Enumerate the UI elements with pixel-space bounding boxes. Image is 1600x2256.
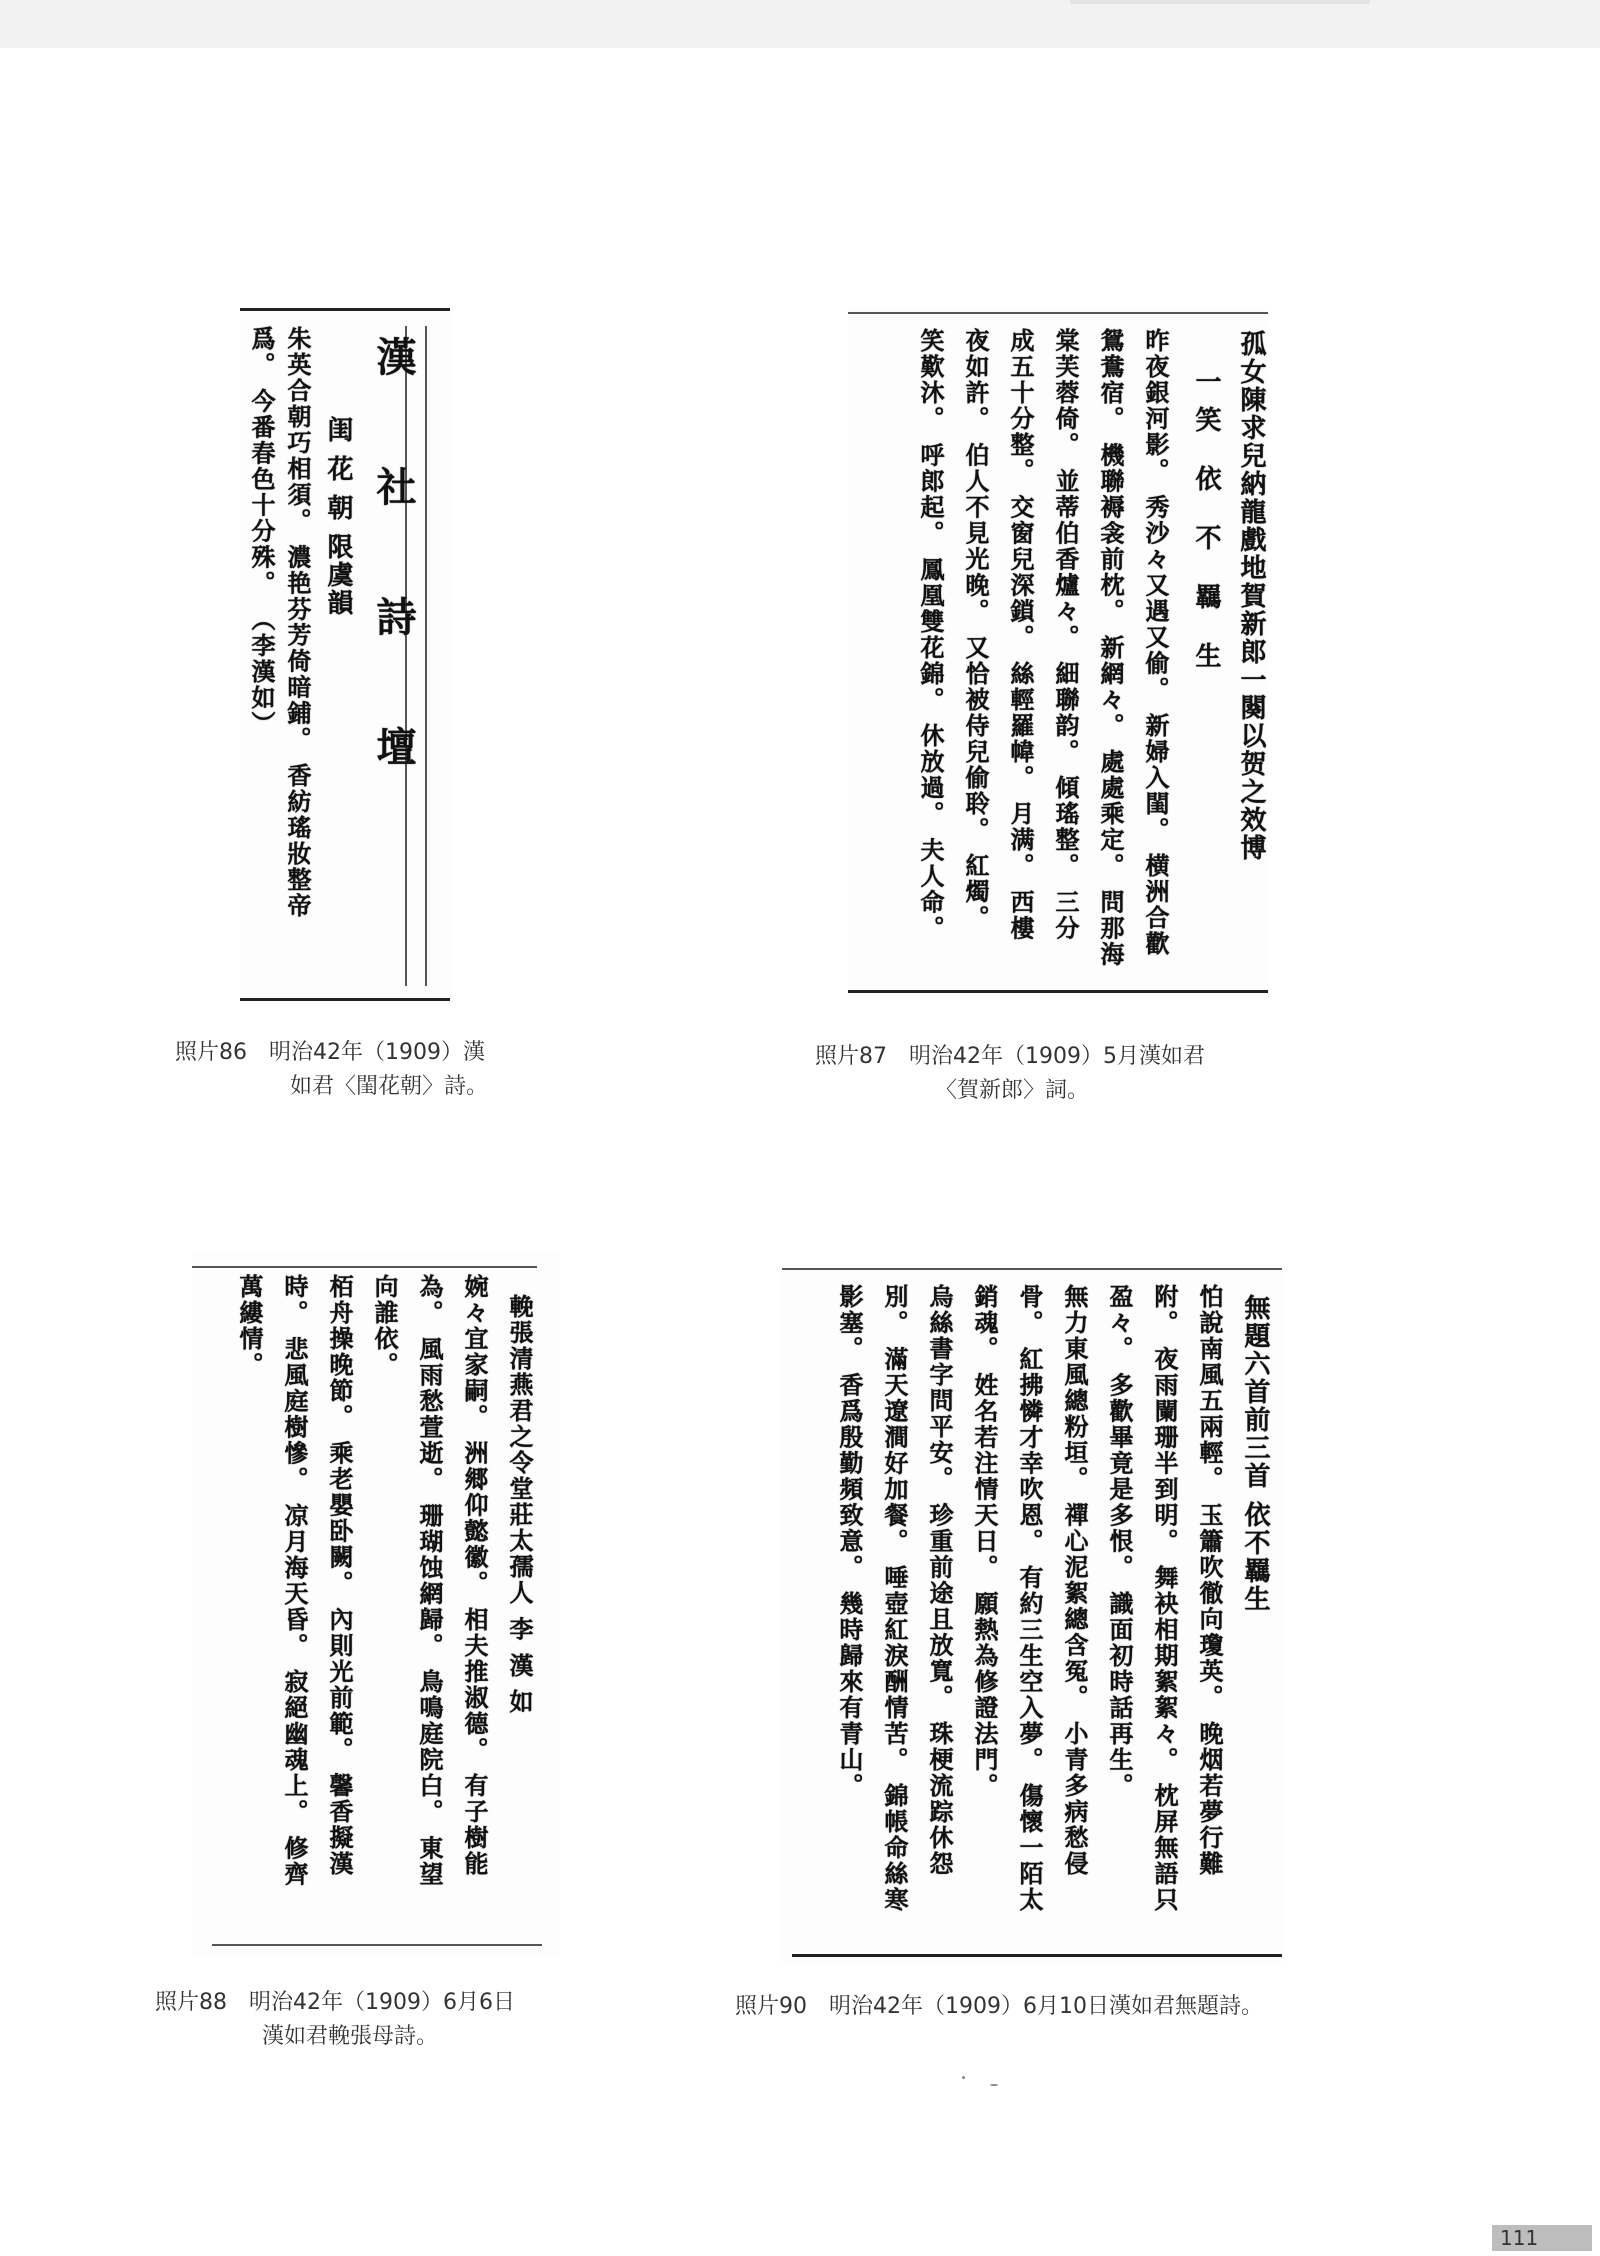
- poem-line: 孤女陳求兒納龍戲地賀新郎一闋以贺之效博: [1236, 330, 1266, 862]
- poem-title: 輓張清燕君之令堂莊太孺人 李 漢 如: [505, 1294, 534, 1716]
- caption-photo88: 照片88 明治42年（1909）6月6日: [155, 1990, 515, 2015]
- poem-line: 影塞。 香爲殷勤頻致意。 幾時歸來有青山。: [835, 1284, 864, 1799]
- poem-line: 烏絲書字問平安。 珍重前途且放寬。 珠梗流踪休怨: [925, 1284, 954, 1877]
- poem-line: 栢舟操晚節。 乘老嬰卧闕。 內則光前範。 馨香擬漢: [325, 1274, 354, 1878]
- poem-line: 笑歎沐。 呼郎起。 鳳凰雙花錦。 休放過。 夫人命。: [916, 328, 945, 942]
- poem-line: 別。 滿天遼澗好加餐。 唾壺紅淚酬情苦。 錦帳命絲寒: [880, 1284, 909, 1914]
- poem-title: 無題六首前三首 依不羈生: [1240, 1294, 1270, 1614]
- poem-line: 萬縷情。: [235, 1274, 264, 1378]
- page-number: 111: [1492, 2225, 1592, 2251]
- caption-photo86-line2: 如君〈閨花朝〉詩。: [290, 1074, 489, 1099]
- newspaper-clipping-86: [240, 306, 450, 1006]
- poem-title: 闺 花 朝 限虞韻: [323, 416, 353, 618]
- poem-line: 為。 風雨愁萱逝。 珊瑚蚀網歸。 鳥鳴庭院白。 東望: [415, 1274, 444, 1888]
- poem-line: 昨夜銀河影。 秀沙々又遇又偷。 新婦入閨。 横洲合歡: [1141, 328, 1170, 958]
- poem-line: 銷魂。 姓名若注情天日。 願熱為修證法門。: [970, 1284, 999, 1799]
- poem-line: 爲。 今番春色十分殊。 （李漢如）: [247, 326, 276, 737]
- caption-photo86: 照片86 明治42年（1909）漢: [175, 1040, 485, 1065]
- caption-photo88-line2: 漢如君輓張母詩。: [262, 2024, 439, 2049]
- poem-line: 骨。 紅拂憐才幸吹恩。 有約三生空入夢。 傷懷一陌太: [1015, 1284, 1044, 1914]
- poem-line: 朱英合朝巧相須。 濃艳芬芳倚暗鋪。 香紡瑤妝整帝: [283, 326, 312, 919]
- scan-speck: [990, 2084, 998, 2086]
- scan-top-artifact: [1070, 0, 1370, 4]
- clipping-text: [192, 1254, 560, 1954]
- poem-line: 盈々。 多歡畢竟是多恨。 識面初時話再生。: [1105, 1284, 1134, 1799]
- poem-line: 無力東風總粉垣。 禪心泥絮總含冤。 小青多病愁侵: [1060, 1284, 1089, 1877]
- scan-speck: [962, 2076, 965, 2079]
- newspaper-clipping-88: [192, 1254, 560, 1954]
- poem-line: 附。 夜雨闌珊半到明。 舞袂相期絮絮々。 枕屏無語只: [1150, 1284, 1179, 1914]
- caption-photo87-line2: 〈賀新郎〉詞。: [935, 1078, 1090, 1103]
- poem-author: 一笑 依 不 羈 生: [1191, 368, 1221, 681]
- poem-line: 鴛鴦宿。 機聯褥衾前枕。 新網々。 處處乘定。 問那海: [1096, 328, 1125, 968]
- poem-line: 婉々宜家嗣。 洲郷仰懿徽。 相夫推淑德。 有子樹能: [460, 1274, 489, 1878]
- caption-photo90: 照片90 明治42年（1909）6月10日漢如君無題詩。: [735, 1994, 1263, 2019]
- newspaper-clipping-90: [782, 1264, 1282, 1964]
- clipping-text: [782, 1264, 1282, 1964]
- clipping-text: [848, 308, 1268, 998]
- poem-line: 時。 悲風庭樹慘。 凉月海天昏。 寂絕幽魂上。 修齊: [280, 1274, 309, 1888]
- clipping-text: [240, 306, 450, 1006]
- newspaper-clipping-87: [848, 308, 1268, 998]
- poem-line: 棠芙蓉倚。 並蒂伯香爐々。 細聯韵。 傾瑤整。 三分: [1051, 328, 1080, 942]
- poem-line: 向誰依。: [370, 1274, 399, 1378]
- scan-top-band: [0, 0, 1600, 48]
- poem-line: 怕說南風五兩輕。 玉簫吹徹向瓊英。 晚烟若夢行難: [1195, 1284, 1224, 1877]
- column-heading: 漢社詩壇: [370, 336, 417, 856]
- poem-line: 夜如許。 伯人不見光晚。 又恰被侍兒偷聆。 紅燭。: [961, 328, 990, 932]
- poem-line: 成五十分整。 交窗兒深鎖。 絲輕羅幃。 月满。 西樓: [1006, 328, 1035, 942]
- caption-photo87: 照片87 明治42年（1909）5月漢如君: [815, 1044, 1205, 1069]
